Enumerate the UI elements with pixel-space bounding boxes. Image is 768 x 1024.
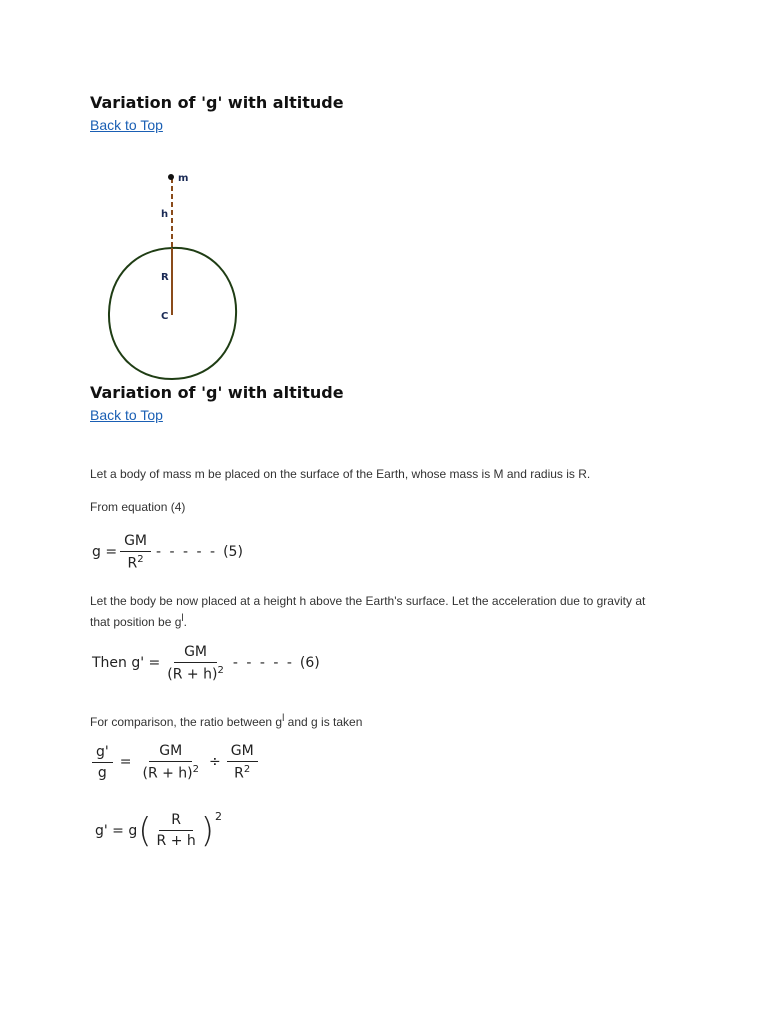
final-right-paren: ) [200, 810, 215, 851]
label-R: R [161, 272, 169, 283]
eq6-tag: (6) [299, 655, 320, 672]
equation-6 [92, 644, 320, 683]
label-C: C [161, 311, 169, 322]
eq5-dashes: - - - - - [156, 544, 218, 561]
height-paragraph-period: . [183, 615, 187, 629]
equation-5 [92, 533, 243, 572]
comparison-text-a: For comparison, the ratio between g [90, 715, 283, 729]
ratio-f2-den-base: R [234, 765, 244, 782]
ratio-f2-num: GM [227, 743, 258, 762]
ratio-lhs-den: g [97, 764, 107, 781]
eq6-numerator: GM [174, 644, 217, 663]
earth-altitude-diagram [100, 165, 250, 385]
ratio-lhs-fraction [92, 744, 113, 781]
height-paragraph [90, 593, 645, 631]
ratio-f1-fraction [138, 743, 203, 782]
height-paragraph-sup: l [181, 613, 184, 624]
final-exponent: 2 [215, 810, 223, 823]
height-paragraph-line1: Let the body be now placed at a height h above the Earth's surface. Let the acceleration due to gravity at [90, 594, 646, 608]
section-heading-2: Variation of 'g' with altitude [90, 383, 344, 402]
final-left-paren: ( [138, 810, 152, 851]
ratio-divide: ÷ [209, 754, 221, 771]
eq5-den-base: R [127, 555, 138, 572]
label-m: m [178, 173, 189, 184]
final-lhs: g' = g [95, 822, 138, 839]
eq6-lhs: Then g' = [92, 655, 161, 672]
label-h: h [161, 209, 169, 220]
from-equation-text: From equation (4) [90, 500, 186, 514]
back-to-top-link-2[interactable]: Back to Top [90, 407, 163, 423]
eq6-denominator [163, 663, 228, 683]
intro-paragraph: Let a body of mass m be placed on the surface of the Earth, whose mass is M and radius is R. [90, 467, 591, 481]
ratio-f1-den [138, 762, 203, 782]
ratio-f1-den-sup: 2 [192, 764, 200, 775]
comparison-paragraph [90, 710, 362, 731]
eq6-den-base: (R + h) [167, 666, 218, 683]
comparison-sup: l [282, 713, 285, 724]
eq6-fraction [163, 644, 228, 683]
ratio-f2-fraction [227, 743, 258, 782]
eq5-numerator: GM [120, 533, 151, 552]
eq5-lhs: g = [92, 544, 118, 561]
equation-final [95, 812, 222, 849]
ratio-f1-den-base: (R + h) [142, 765, 193, 782]
section-heading-1: Variation of 'g' with altitude [90, 93, 344, 112]
eq6-dashes: - - - - - [232, 655, 294, 672]
mass-dot [168, 174, 174, 180]
equation-ratio [92, 743, 261, 782]
ratio-f1-num: GM [149, 743, 192, 762]
eq5-denominator [123, 552, 147, 572]
eq5-den-sup: 2 [137, 554, 144, 565]
eq5-tag: (5) [223, 544, 243, 561]
eq5-fraction [120, 533, 151, 572]
ratio-f2-den-sup: 2 [243, 764, 251, 775]
height-paragraph-line2 [90, 610, 645, 631]
back-to-top-link-1[interactable]: Back to Top [90, 117, 163, 133]
final-denominator: R + h [156, 833, 196, 849]
final-fraction [153, 812, 200, 849]
ratio-equals: = [119, 754, 132, 771]
height-paragraph-line2-text: that position be g [90, 615, 182, 629]
eq6-den-sup: 2 [217, 665, 224, 676]
ratio-lhs-num: g' [92, 744, 113, 763]
comparison-text-b: and g is taken [284, 715, 363, 729]
ratio-f2-den [230, 762, 254, 782]
final-numerator: R [159, 812, 193, 831]
